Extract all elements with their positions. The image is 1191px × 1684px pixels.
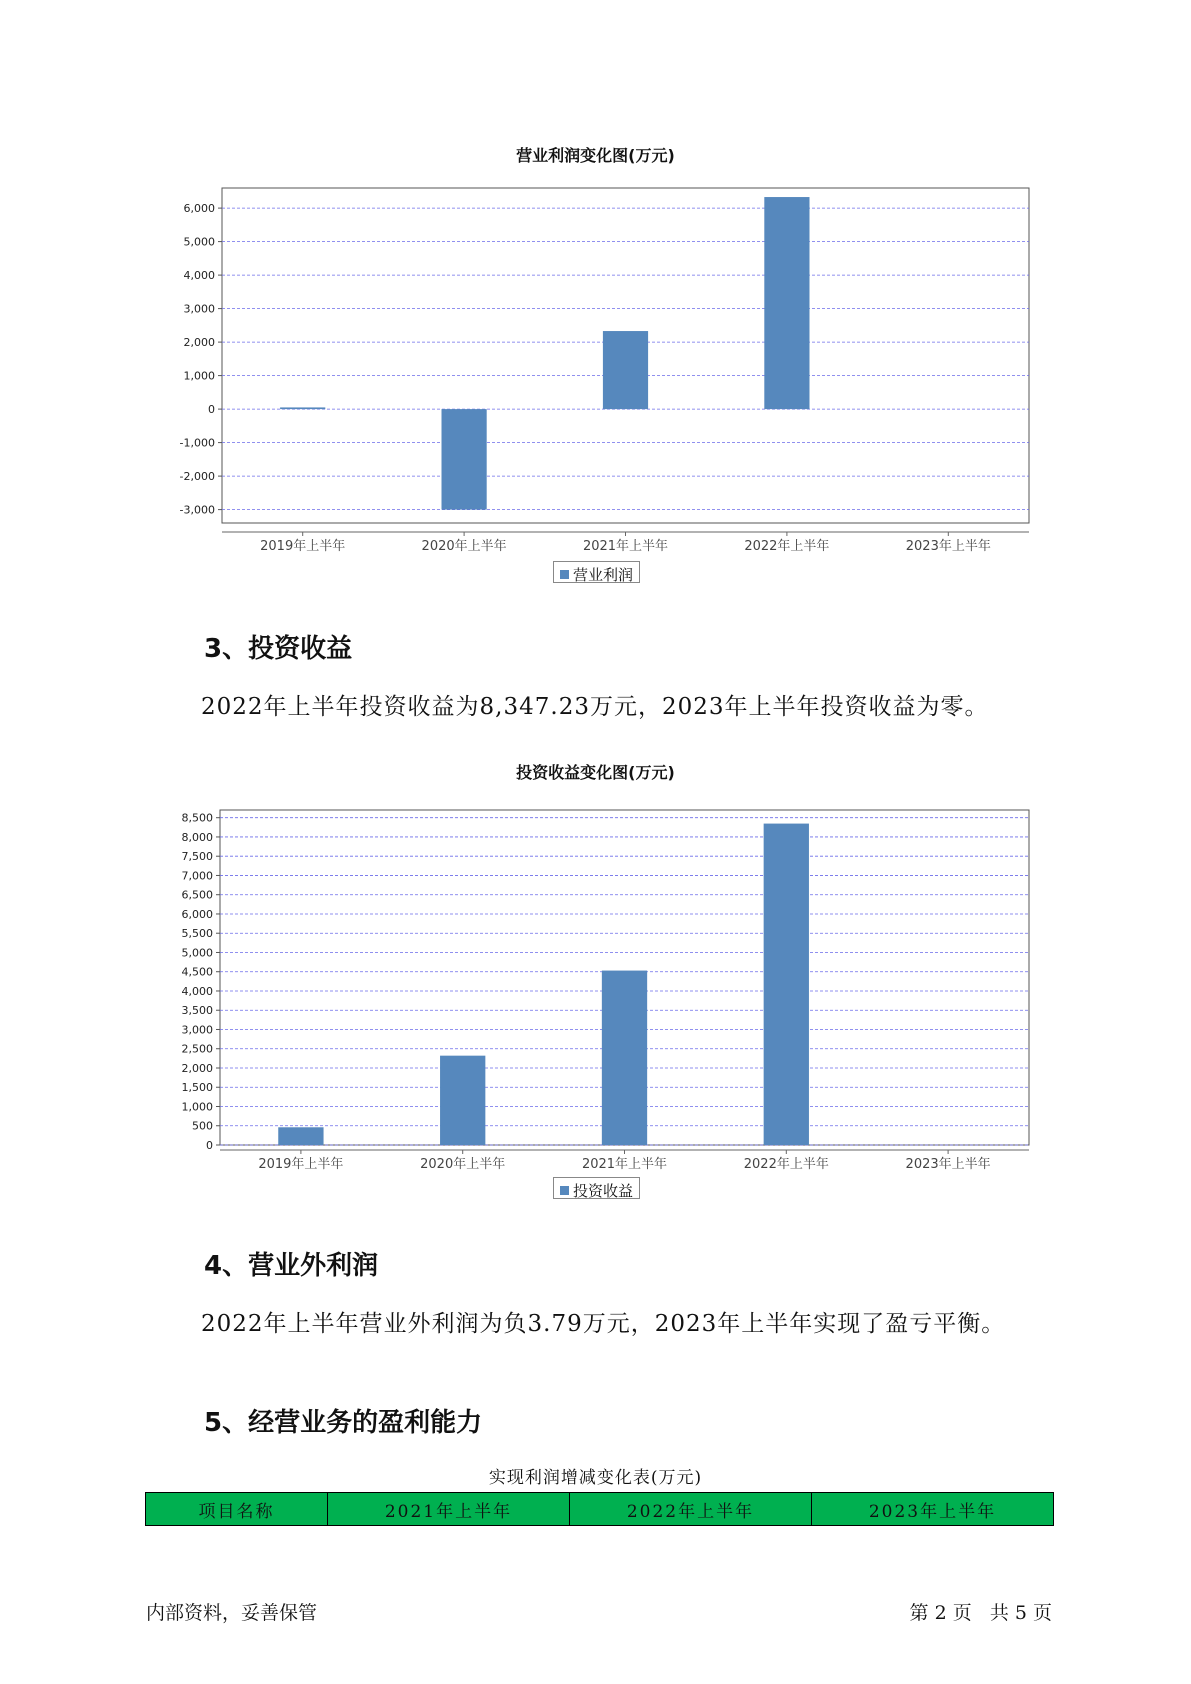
legend-label: 投资收益 xyxy=(573,1182,634,1200)
table-caption: 实现利润增减变化表(万元) xyxy=(488,1468,703,1488)
y-tick-label: 5,000 xyxy=(181,946,213,960)
table-header-cell: 项目名称 xyxy=(146,1493,328,1526)
section-heading-profitability: 5、经营业务的盈利能力 xyxy=(204,1408,483,1438)
table-header-cell: 2021年上半年 xyxy=(328,1493,570,1526)
x-tick-label: 2021年上半年 xyxy=(582,539,669,554)
y-tick-label: 6,500 xyxy=(181,888,213,902)
y-tick-label: 4,000 xyxy=(183,269,215,283)
table-header-row xyxy=(146,1493,1054,1526)
y-tick-label: 7,000 xyxy=(181,869,213,883)
y-tick-label: 5,000 xyxy=(183,235,215,249)
x-tick-label: 2022年上半年 xyxy=(744,539,830,554)
y-tick-label: 2,000 xyxy=(181,1061,213,1075)
y-tick-label: 7,500 xyxy=(181,850,213,864)
y-tick-label: -2,000 xyxy=(179,470,215,484)
profit-change-table xyxy=(145,1492,1054,1526)
x-tick-label: 2022年上半年 xyxy=(743,1157,829,1172)
legend-label: 营业利润 xyxy=(573,566,634,584)
footer-note: 内部资料，妥善保管 xyxy=(146,1602,318,1624)
y-tick-label: 4,000 xyxy=(181,984,213,998)
x-tick-label: 2021年上半年 xyxy=(581,1157,668,1172)
chart-title: 投资收益变化图(万元) xyxy=(516,763,675,782)
y-tick-label: 4,500 xyxy=(181,965,213,979)
y-tick-label: 1,500 xyxy=(181,1081,213,1095)
bar xyxy=(602,971,647,1145)
y-tick-label: 500 xyxy=(192,1119,213,1133)
y-tick-label: 3,000 xyxy=(183,302,215,316)
y-tick-label: 3,000 xyxy=(181,1023,213,1037)
y-tick-label: 2,500 xyxy=(181,1042,213,1056)
y-tick-label: 8,000 xyxy=(181,830,213,844)
y-tick-label: 6,000 xyxy=(183,202,215,216)
y-tick-label: 2,000 xyxy=(183,336,215,350)
x-tick-label: 2019年上半年 xyxy=(258,1157,344,1172)
paragraph-investment-income: 2022年上半年投资收益为8,347.23万元，2023年上半年投资收益为零。 xyxy=(201,694,989,720)
paragraph-non-operating-profit: 2022年上半年营业外利润为负3.79万元，2023年上半年实现了盈亏平衡。 xyxy=(201,1311,1006,1337)
y-tick-label: 3,500 xyxy=(181,1004,213,1018)
section-heading-non-operating-profit: 4、营业外利润 xyxy=(204,1251,379,1281)
y-tick-label: 5,500 xyxy=(181,927,213,941)
x-tick-label: 2020年上半年 xyxy=(420,1157,506,1172)
y-tick-label: -3,000 xyxy=(179,503,215,517)
y-tick-label: 0 xyxy=(206,1139,213,1152)
bar xyxy=(764,824,809,1145)
bar xyxy=(440,1056,485,1145)
y-tick-label: 1,000 xyxy=(183,369,215,383)
page-number: 第 2 页 共 5 页 xyxy=(909,1602,1052,1624)
y-tick-label: 6,000 xyxy=(181,907,213,921)
section-heading-investment-income: 3、投资收益 xyxy=(204,634,353,664)
y-tick-label: 8,500 xyxy=(181,811,213,825)
y-tick-label: 1,000 xyxy=(181,1100,213,1114)
y-tick-label: 0 xyxy=(208,403,215,417)
x-tick-label: 2019年上半年 xyxy=(260,539,346,554)
table-header-cell: 2022年上半年 xyxy=(570,1493,812,1526)
x-tick-label: 2023年上半年 xyxy=(905,1157,991,1172)
chart-title: 营业利润变化图(万元) xyxy=(516,146,675,165)
x-tick-label: 2020年上半年 xyxy=(421,539,507,554)
x-tick-label: 2023年上半年 xyxy=(905,539,991,554)
table-header-cell: 2023年上半年 xyxy=(812,1493,1054,1526)
legend-swatch xyxy=(560,1186,569,1195)
chart-legend xyxy=(553,1177,640,1199)
y-tick-label: -1,000 xyxy=(179,436,215,450)
bar xyxy=(278,1127,323,1145)
